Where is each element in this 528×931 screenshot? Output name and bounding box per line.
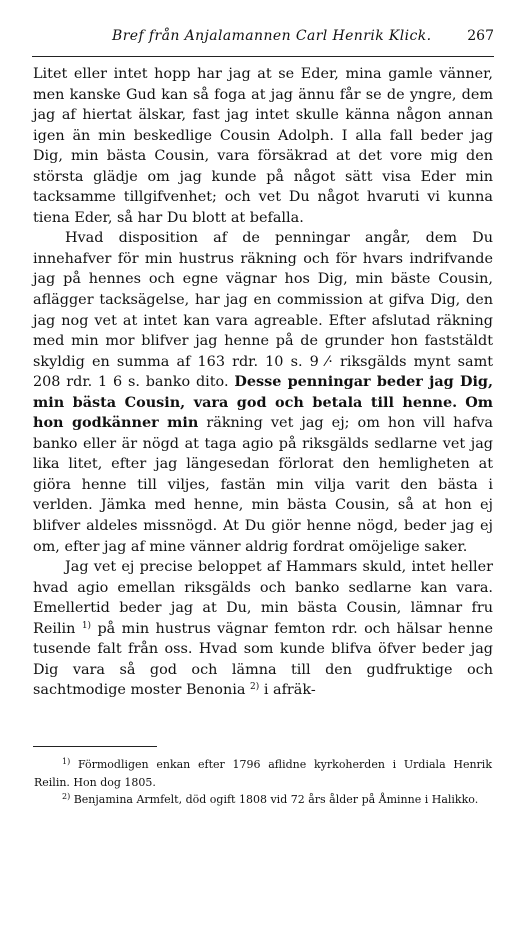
paragraph-3	[33, 557, 493, 701]
paragraph-1	[33, 64, 493, 228]
footnote-1-mark: 1)	[62, 757, 71, 766]
header-rule	[32, 56, 494, 57]
paragraph-3-text-b: på min hustrus vägnar femton rdr. och hälsar henne tusende falt från oss. Hvad som kunde blifva öfver beder jag Dig vara så god och lämna till den gudfruktige och sachtmodige moster Benonia	[33, 620, 494, 699]
paragraph-2-bold-1: Desse penningar beder jag Dig, min bästa Cousin, vara god och betala till henne.	[33, 373, 493, 411]
paragraph-2-bold-2: Om hon godkänner min	[33, 393, 493, 432]
paragraph-2	[33, 228, 493, 557]
paragraph-2-text-b: räkning vet jag ej; om hon vill hafva banko eller är nögd at taga agio på riksgälds sedlarne vet jag lika litet, efter jag längesedan förlorat den hemligheten at giöra henne till viljes, fastän min vilja varit den bästa i verlden. Jämka med henne, min bästa Cousin, så at hon ej blifver aldeles missnögd. At Du giör henne nögd, beder jag ej om, efter jag af mine vänner aldrig fordrat omöjelige saker.	[33, 415, 493, 555]
footnote-rule	[33, 746, 157, 747]
footnote-2-text: Benjamina Armfelt, död ogift 1808 vid 72 års ålder på Åminne i Halikko.	[73, 793, 479, 806]
running-title: Bref från Anjalamannen Carl Henrik Klick.	[112, 28, 432, 44]
body-text	[33, 64, 493, 701]
footnote-2	[34, 791, 492, 809]
footnote-1-text: Förmodligen enkan efter 1796 aflidne kyrkoherden i Urdiala Henrik Reilin. Hon dog 1805.	[34, 758, 492, 789]
footnote-1	[34, 756, 492, 791]
footnote-2-mark: 2)	[62, 792, 71, 801]
footnote-ref-2[interactable]: 2)	[250, 682, 260, 693]
running-head	[32, 28, 494, 48]
paragraph-3-text-c: i afräk-	[263, 682, 316, 699]
footnote-ref-1[interactable]: 1)	[81, 620, 92, 631]
paragraph-2-text-a: Hvad disposition af de penningar angår, dem Du innehafver för min hustrus räkning och för hvars indrifvande jag på hennes och egne vägnar hos Dig, min bäste Cousin, aflägger tacksägelse, har jag en commission at gifva Dig, den jag nog vet at intet kan vara agreable. Efter afslutad räkning med min mor blifver jag henne på de grunder hon faststäldt skyldig en summa af 163 rdr. 10 s. 9 ⁄· riksgälds mynt samt 208 rdr. 1 6 s. banko dito.	[33, 230, 493, 391]
paragraph-3-text-a: Jag vet ej precise beloppet af Hammars skuld, intet heller hvad agio emellan riksgälds och banko sedlarne kan vara. Emellertid beder jag at Du, min bästa Cousin, lämnar fru Reilin	[33, 559, 493, 637]
paragraph-1-text: Litet eller intet hopp har jag at se Eder, mina gamle vänner, men kanske Gud kan så foga at jag ännu får se de yngre, dem jag af hiertat älskar, fast jag intet skulle känna någon annan igen än min beskedlige Cousin Adolph. I alla fall beder jag Dig, min bästa Cousin, vara försäkrad at det vore mig den största glädje om jag kunde på något sätt visa Eder min tacksamme tillgifvenhet; och vet Du något hvaruti vi kunna tiena Eder, så har Du blott at befalla.	[33, 66, 493, 226]
page-number: 267	[467, 28, 494, 44]
footnotes	[34, 756, 492, 809]
